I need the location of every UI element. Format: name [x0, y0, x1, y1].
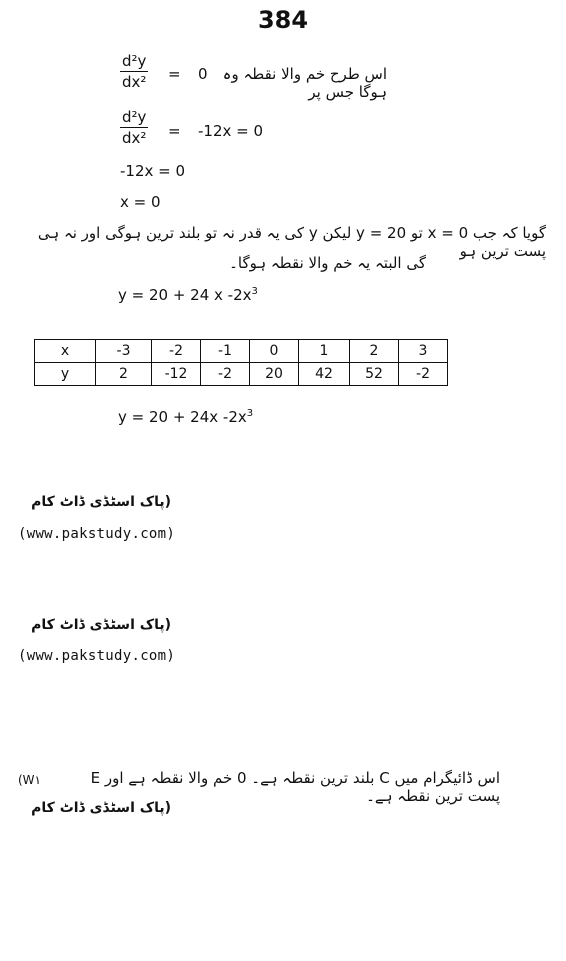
table-cell: 2 [350, 340, 399, 363]
table-cell: -2 [399, 363, 448, 386]
table-cell: x [35, 340, 96, 363]
equation-line: x = 0 [120, 193, 161, 211]
second-derivative-fraction-1 [120, 52, 148, 91]
watermark-url: (www.pakstudy.com) [18, 648, 176, 664]
function-equation: y = 20 + 24 x $-2x^3$ [118, 286, 258, 304]
table-cell: -2 [201, 363, 250, 386]
table-cell: y [35, 363, 96, 386]
equals-sign: = [168, 122, 181, 140]
table-cell: -1 [201, 340, 250, 363]
watermark-urdu: (پاک اسٹڈی ڈاٹ کام [31, 494, 171, 510]
fraction-denominator: dx² [122, 73, 147, 91]
table-cell: 1 [299, 340, 350, 363]
table-row-x [35, 340, 448, 363]
table-cell: 2 [96, 363, 152, 386]
inflection-condition-text: اس طرح خم والا نقطہ وہ ہوگا جس پر [222, 65, 387, 101]
watermark-urdu: (پاک اسٹڈی ڈاٹ کام [31, 617, 171, 633]
equation-rhs: 0 [198, 65, 208, 83]
table-cell: -2 [152, 340, 201, 363]
fraction-numerator: d²y [122, 108, 147, 126]
equation-rhs: -12x = 0 [198, 122, 264, 140]
table-cell: -12 [152, 363, 201, 386]
explanation-line-1: گویا کہ جب x = 0 تو y = 20 لیکن y کی یہ قدر نہ تو بلند ترین ہوگی اور نہ ہی پست ترین ہو [37, 224, 546, 260]
values-table [34, 339, 448, 386]
table-cell: -3 [96, 340, 152, 363]
explanation-line-2: گی البتہ یہ خم والا نقطہ ہوگا۔ [229, 254, 426, 272]
diagram-note-tag: (W۱ [18, 773, 41, 787]
table-cell: 3 [399, 340, 448, 363]
table-row-y [35, 363, 448, 386]
second-derivative-fraction-2 [120, 108, 148, 147]
table-cell: 0 [250, 340, 299, 363]
equation-line: -12x = 0 [120, 162, 186, 180]
fraction-denominator: dx² [122, 129, 147, 147]
table-cell: 42 [299, 363, 350, 386]
table-cell: 20 [250, 363, 299, 386]
footer-watermark-urdu: (پاک اسٹڈی ڈاٹ کام [31, 800, 171, 816]
fraction-numerator: d²y [122, 52, 147, 70]
table-cell: 52 [350, 363, 399, 386]
function-equation-below-table: y = 20 + 24x $-2x^3$ [118, 408, 254, 426]
watermark-url: (www.pakstudy.com) [18, 526, 176, 542]
equals-sign: = [168, 65, 181, 83]
diagram-explanation: اس ڈائیگرام میں C بلند ترین نقطہ ہے۔ 0 خم والا نقطہ ہے اور E پست ترین نقطہ ہے۔ [90, 769, 500, 805]
page-number: 384 [257, 6, 309, 34]
